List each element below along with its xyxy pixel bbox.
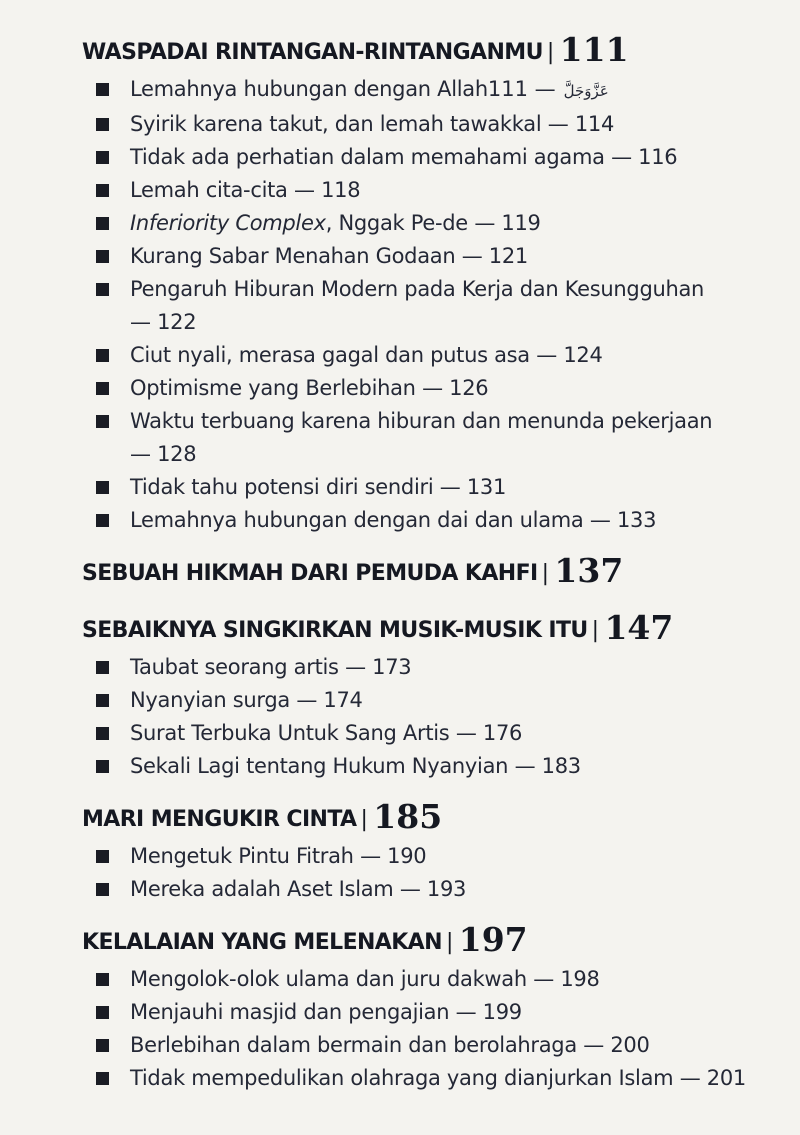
toc-entry — [82, 141, 760, 174]
square-bullet-icon — [96, 415, 109, 428]
entry-text: Surat Terbuka Untuk Sang Artis — [130, 721, 450, 745]
toc-section — [82, 30, 760, 537]
entry-text: Lemahnya hubungan dengan dai dan ulama — [130, 508, 584, 532]
section-heading — [82, 551, 760, 594]
entry-page-number: — 128 — [130, 442, 197, 466]
section-title: MARI MENGUKIR CINTA — [82, 807, 357, 832]
entry-page-number: — 133 — [589, 508, 657, 532]
square-bullet-icon — [96, 727, 109, 740]
entry-text: Optimisme yang Berlebihan — [130, 376, 416, 400]
toc-entry — [82, 1029, 760, 1062]
toc-entry-list — [82, 963, 760, 1095]
entry-page-number: — 131 — [439, 475, 507, 499]
entry-text: , Nggak Pe-de — [325, 211, 468, 235]
square-bullet-icon — [96, 184, 109, 197]
square-bullet-icon — [96, 694, 109, 707]
toc-section — [82, 551, 760, 594]
toc-entry — [82, 963, 760, 996]
entry-text: Tidak ada perhatian dalam memahami agama — [130, 145, 605, 169]
entry-text: Pengaruh Hiburan Modern pada Kerja dan Kesungguhan — [130, 277, 705, 301]
toc-entry — [82, 174, 760, 207]
square-bullet-icon — [96, 382, 109, 395]
section-heading — [82, 797, 760, 840]
entry-text: Menjauhi masjid dan pengajian — [130, 1000, 450, 1024]
entry-page-number: — 183 — [514, 754, 581, 778]
entry-text: Mengetuk Pintu Fitrah — [130, 844, 354, 868]
toc-entry — [82, 207, 760, 240]
toc-entry — [82, 73, 760, 108]
entry-page-number: — 173 — [345, 655, 412, 679]
square-bullet-icon — [96, 349, 109, 362]
entry-text: Lemah cita-cita — [130, 178, 288, 202]
section-heading — [82, 30, 760, 73]
square-bullet-icon — [96, 973, 109, 986]
entry-text: Mereka adalah Aset Islam — [130, 877, 394, 901]
entry-page-number: — 111 — [487, 77, 556, 101]
square-bullet-icon — [96, 283, 109, 296]
toc-entry — [82, 273, 760, 339]
section-page-number: 111 — [559, 30, 629, 69]
title-separator: | — [541, 561, 549, 586]
title-separator: | — [546, 40, 554, 65]
square-bullet-icon — [96, 661, 109, 674]
entry-text: Kurang Sabar Menahan Godaan — [130, 244, 456, 268]
entry-page-number: — 190 — [360, 844, 427, 868]
toc-entry — [82, 240, 760, 273]
toc-entry — [82, 471, 760, 504]
toc-entry — [82, 717, 760, 750]
entry-text: Waktu terbuang karena hiburan dan menunda pekerjaan — [130, 409, 713, 433]
entry-text: Lemahnya hubungan dengan Allah — [130, 77, 488, 101]
entry-page-number: — 119 — [474, 211, 541, 235]
toc-entry-list — [82, 651, 760, 783]
toc-entry — [82, 339, 760, 372]
square-bullet-icon — [96, 217, 109, 230]
square-bullet-icon — [96, 1039, 109, 1052]
section-title: WASPADAI RINTANGAN-RINTANGANMU — [82, 40, 543, 65]
entry-page-number: — 174 — [296, 688, 363, 712]
square-bullet-icon — [96, 1006, 109, 1019]
entry-text: Syirik karena takut, dan lemah tawakkal — [130, 112, 542, 136]
section-title: SEBAIKNYA SINGKIRKAN MUSIK-MUSIK ITU — [82, 618, 588, 643]
entry-page-number: — 118 — [294, 178, 361, 202]
section-title: SEBUAH HIKMAH DARI PEMUDA KAHFI — [82, 561, 538, 586]
entry-page-number: — 126 — [422, 376, 489, 400]
toc-entry — [82, 651, 760, 684]
square-bullet-icon — [96, 850, 109, 863]
toc-entry — [82, 840, 760, 873]
square-bullet-icon — [96, 481, 109, 494]
section-page-number: 185 — [373, 797, 443, 836]
section-page-number: 147 — [604, 608, 674, 647]
toc-entry — [82, 372, 760, 405]
entry-text: Tidak mempedulikan olahraga yang dianjurkan Islam — [130, 1066, 674, 1090]
entry-page-number: — 201 — [679, 1066, 746, 1090]
entry-text: Berlebihan dalam bermain dan berolahraga — [130, 1033, 577, 1057]
section-heading — [82, 608, 760, 651]
entry-page-number: — 193 — [399, 877, 467, 901]
toc-entry — [82, 1062, 760, 1095]
square-bullet-icon — [96, 883, 109, 896]
toc-entry-list — [82, 840, 760, 906]
entry-page-number: — 124 — [536, 343, 603, 367]
entry-page-number: — 198 — [533, 967, 600, 991]
section-page-number: 137 — [554, 551, 624, 590]
entry-page-number: — 121 — [461, 244, 528, 268]
entry-text: Nyanyian surga — [130, 688, 290, 712]
square-bullet-icon — [96, 514, 109, 527]
entry-page-number: — 122 — [130, 310, 197, 334]
toc-entry — [82, 108, 760, 141]
square-bullet-icon — [96, 760, 109, 773]
entry-text: Ciut nyali, merasa gagal dan putus asa — [130, 343, 530, 367]
entry-page-number: — 114 — [547, 112, 615, 136]
toc-entry — [82, 873, 760, 906]
square-bullet-icon — [96, 118, 109, 131]
toc-entry — [82, 504, 760, 537]
toc-section — [82, 797, 760, 906]
honorific-arabic: عَزَّوَجَلَّ — [563, 82, 609, 100]
toc-section — [82, 608, 760, 783]
entry-page-number: — 116 — [611, 145, 678, 169]
toc-entry — [82, 405, 760, 471]
title-separator: | — [360, 807, 368, 832]
entry-page-number: — 200 — [583, 1033, 650, 1057]
entry-text: Tidak tahu potensi diri sendiri — [130, 475, 434, 499]
entry-page-number: — 199 — [455, 1000, 522, 1024]
title-separator: | — [591, 618, 599, 643]
square-bullet-icon — [96, 250, 109, 263]
toc-section — [82, 920, 760, 1095]
toc-entry — [82, 684, 760, 717]
section-title: KELALAIAN YANG MELENAKAN — [82, 930, 442, 955]
entry-page-number: — 176 — [455, 721, 523, 745]
square-bullet-icon — [96, 83, 109, 96]
entry-text: Taubat seorang artis — [130, 655, 339, 679]
section-heading — [82, 920, 760, 963]
entry-text: Mengolok-olok ulama dan juru dakwah — [130, 967, 527, 991]
square-bullet-icon — [96, 1072, 109, 1085]
entry-text: Sekali Lagi tentang Hukum Nyanyian — [130, 754, 509, 778]
toc-entry — [82, 996, 760, 1029]
title-separator: | — [445, 930, 453, 955]
square-bullet-icon — [96, 151, 109, 164]
toc-entry — [82, 750, 760, 783]
entry-text: Inferiority Complex — [130, 211, 326, 235]
toc-entry-list — [82, 73, 760, 537]
section-page-number: 197 — [458, 920, 528, 959]
